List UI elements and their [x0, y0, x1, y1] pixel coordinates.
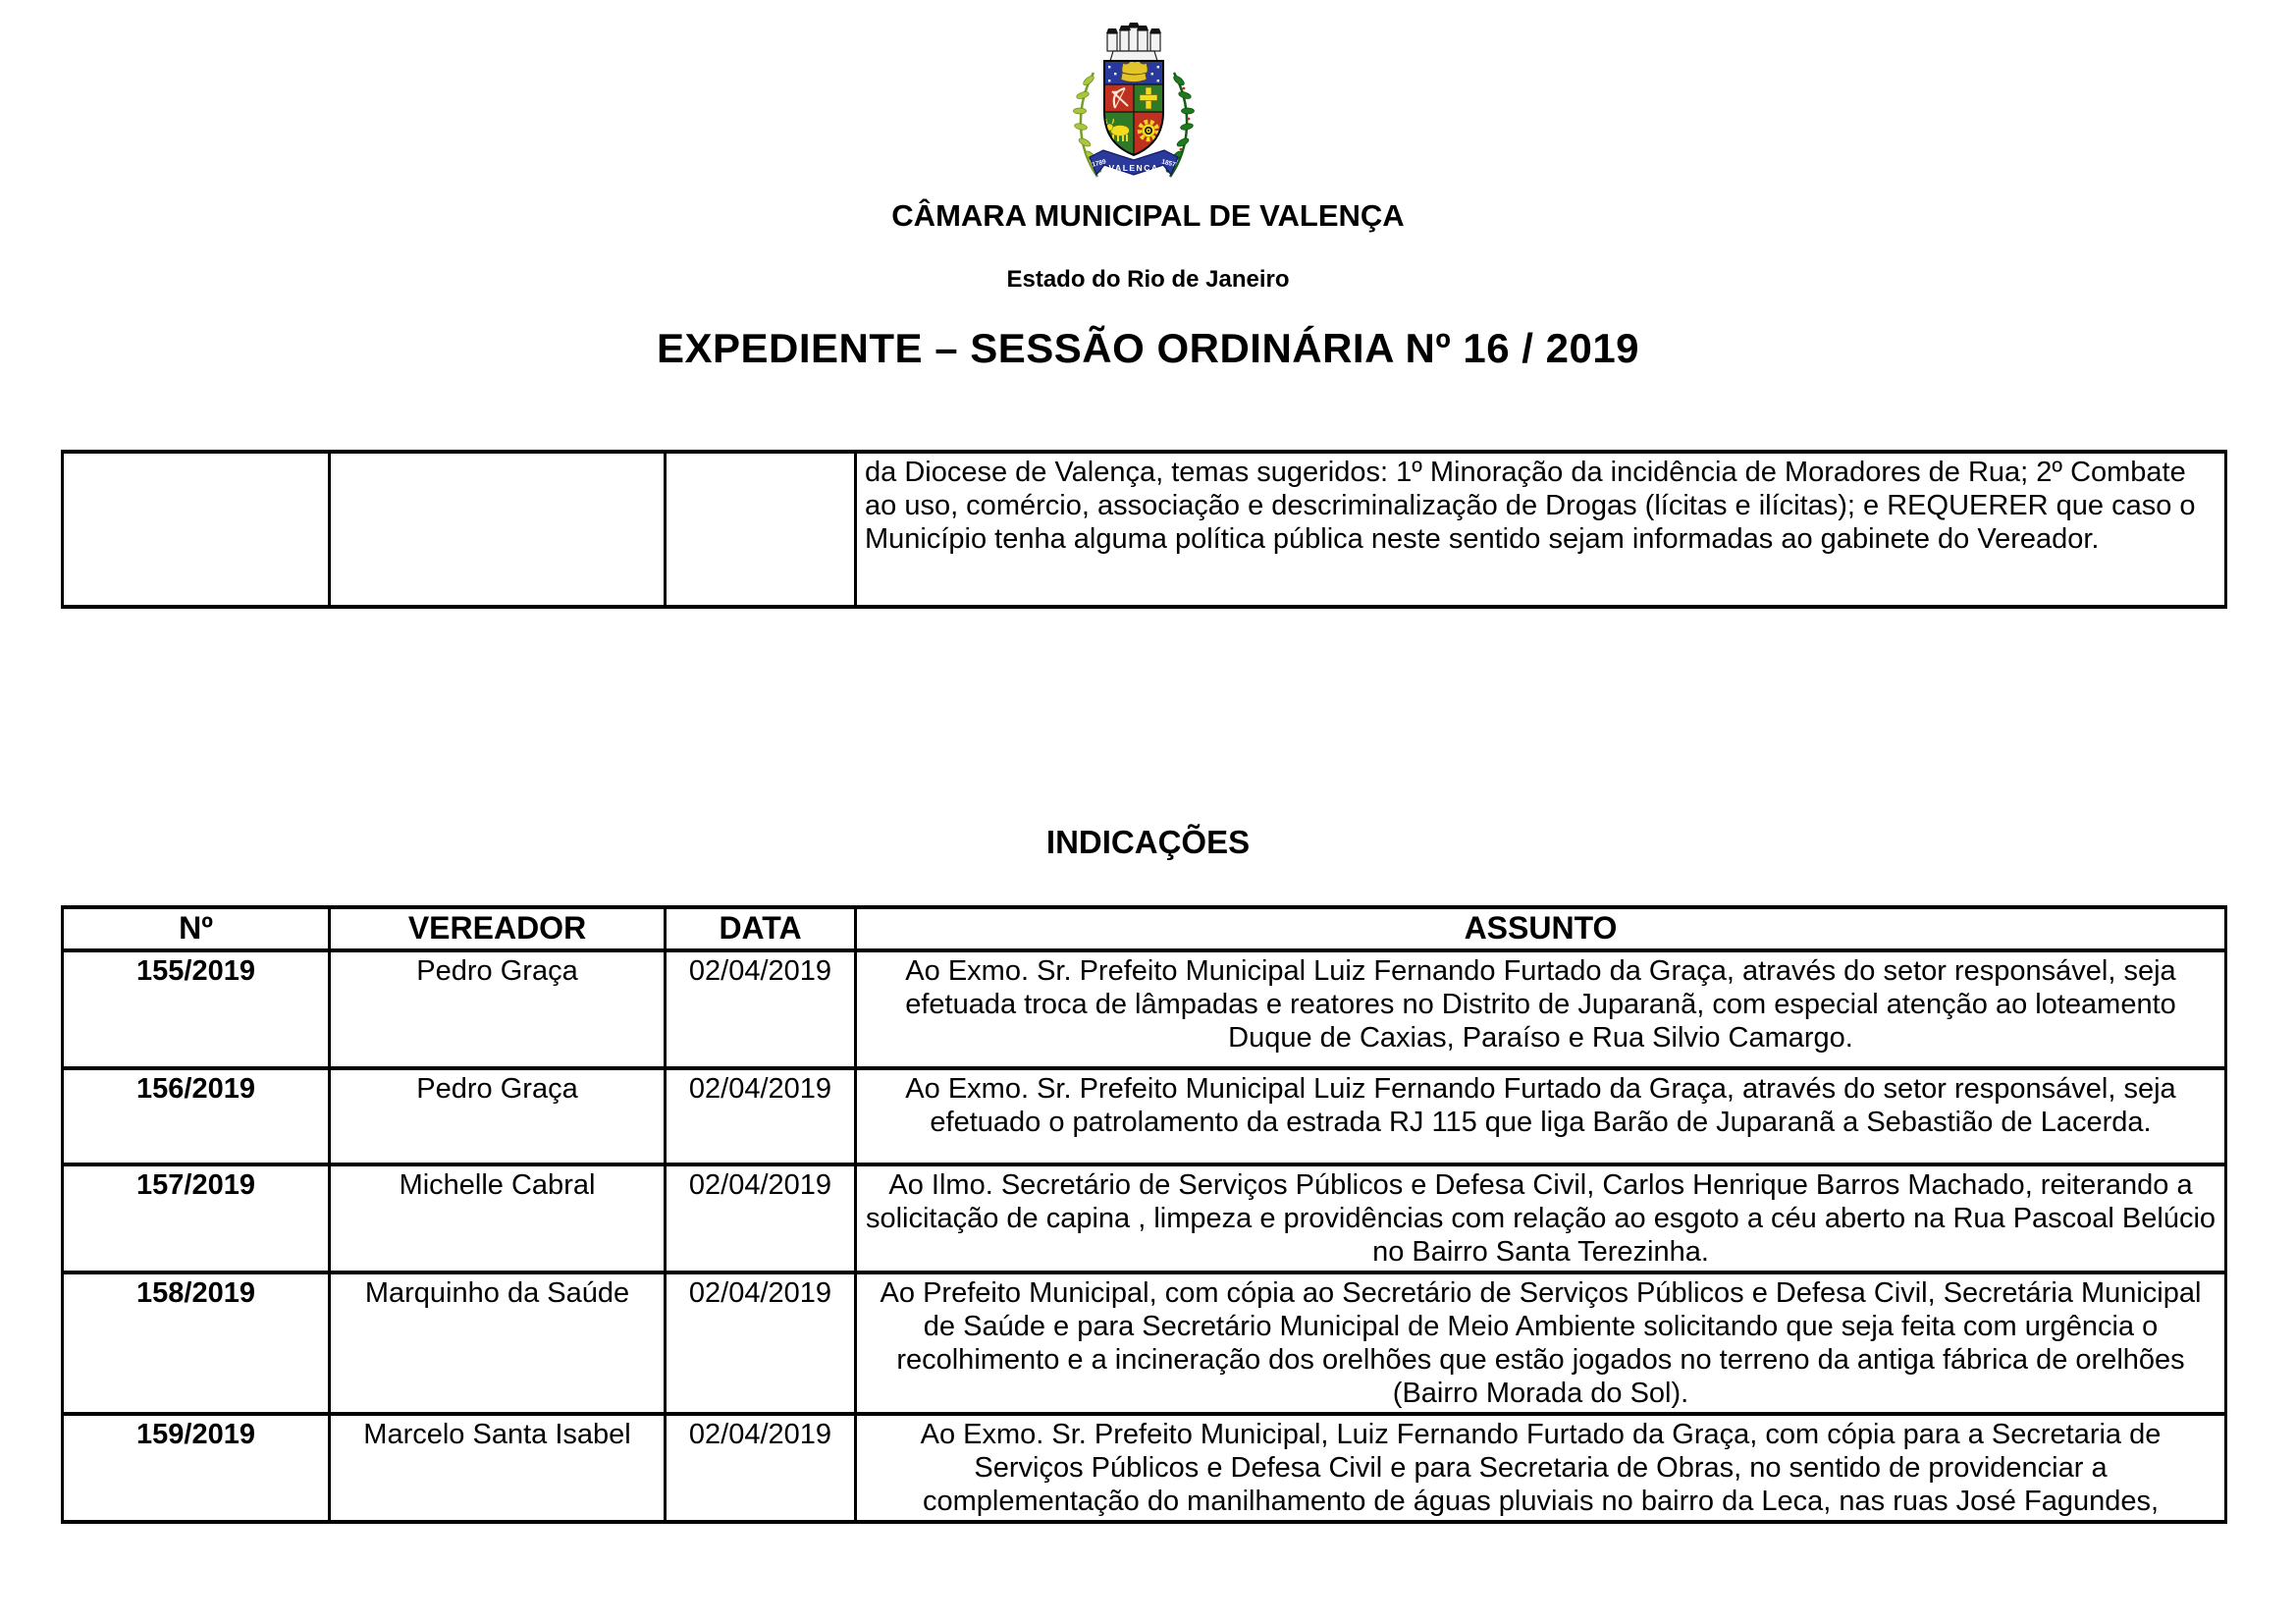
vereador-cell: Pedro Graça [330, 1068, 666, 1164]
vereador-cell-empty [330, 452, 666, 607]
numero-cell: 159/2019 [63, 1414, 330, 1522]
shield [1104, 60, 1163, 157]
vereador-cell: Michelle Cabral [330, 1164, 666, 1272]
vereador-cell: Pedro Graça [330, 950, 666, 1068]
table-header-row [63, 907, 2226, 950]
numero-cell: 157/2019 [63, 1164, 330, 1272]
vereador-cell: Marcelo Santa Isabel [330, 1414, 666, 1522]
continuation-table [61, 450, 2227, 609]
indicacoes-table [61, 905, 2227, 1524]
vereador-cell: Marquinho da Saúde [330, 1272, 666, 1414]
header-vereador: VEREADOR [330, 907, 666, 950]
numero-cell: 156/2019 [63, 1068, 330, 1164]
data-cell-empty [666, 452, 856, 607]
coat-of-arms-icon [1060, 14, 1207, 190]
header-data: DATA [666, 907, 856, 950]
table-row [63, 1272, 2226, 1414]
mural-crown [1106, 23, 1161, 61]
numero-cell: 155/2019 [63, 950, 330, 1068]
header-numero: Nº [63, 907, 330, 950]
continuation-row [63, 452, 2226, 607]
assunto-cell: Ao Exmo. Sr. Prefeito Municipal Luiz Fernando Furtado da Graça, através do setor responsável, seja efetuado o patrolamento da estrada RJ 115 que liga Barão de Juparanã a Sebastião de Lacerda. [856, 1068, 2226, 1164]
table-row [63, 1068, 2226, 1164]
data-cell: 02/04/2019 [666, 1068, 856, 1164]
ribbon-year-left: 1789 [1091, 158, 1107, 169]
session-title: EXPEDIENTE – SESSÃO ORDINÁRIA Nº 16 / 2019 [656, 325, 1640, 371]
assunto-cell: Ao Prefeito Municipal, com cópia ao Secretário de Serviços Públicos e Defesa Civil, Secretária Municipal de Saúde e para Secretário Municipal de Meio Ambiente solicitando que seja feita com urgência o recolhimento e a incineração dos orelhões que estão jogados no terreno da antiga fábrica de orelhões (Bairro Morada do Sol). [856, 1272, 2226, 1414]
numero-cell-empty [63, 452, 330, 607]
assunto-cell: da Diocese de Valença, temas sugeridos: 1º Minoração da incidência de Moradores de Rua; 2º Combate ao uso, comércio, associação e descriminalização de Drogas (lícitas e ilícitas); e REQUERER que caso o Município tenha alguma política pública neste sentido sejam informadas ao gabinete do Vereador. [856, 452, 2226, 607]
numero-cell: 158/2019 [63, 1272, 330, 1414]
data-cell: 02/04/2019 [666, 1164, 856, 1272]
ribbon-name: VALENÇA [1108, 163, 1159, 173]
org-subtitle: Estado do Rio de Janeiro [1006, 266, 1290, 293]
table-row [63, 1414, 2226, 1522]
assunto-cell: Ao Exmo. Sr. Prefeito Municipal, Luiz Fernando Furtado da Graça, com cópia para a Secretaria de Serviços Públicos e Defesa Civil e para Secretaria de Obras, no sentido de providenciar a complementação do manilhamento de águas pluviais no bairro da Leca, nas ruas José Fagundes, [856, 1414, 2226, 1522]
org-title: CÂMARA MUNICIPAL DE VALENÇA [891, 198, 1405, 233]
table-row [63, 1164, 2226, 1272]
table-row [63, 950, 2226, 1068]
ribbon-year-right: 1857 [1160, 158, 1177, 169]
section-title: INDICAÇÕES [1045, 824, 1251, 860]
assunto-cell: Ao Ilmo. Secretário de Serviços Públicos e Defesa Civil, Carlos Henrique Barros Machado, reiterando a solicitação de capina , limpeza e providências com relação ao esgoto a céu aberto na Rua Pascoal Belúcio no Bairro Santa Terezinha. [856, 1164, 2226, 1272]
data-cell: 02/04/2019 [666, 1272, 856, 1414]
data-cell: 02/04/2019 [666, 950, 856, 1068]
header-assunto: ASSUNTO [856, 907, 2226, 950]
assunto-cell: Ao Exmo. Sr. Prefeito Municipal Luiz Fernando Furtado da Graça, através do setor responsável, seja efetuada troca de lâmpadas e reatores no Distrito de Juparanã, com especial atenção ao loteamento Duque de Caxias, Paraíso e Rua Silvio Camargo. [856, 950, 2226, 1068]
data-cell: 02/04/2019 [666, 1414, 856, 1522]
